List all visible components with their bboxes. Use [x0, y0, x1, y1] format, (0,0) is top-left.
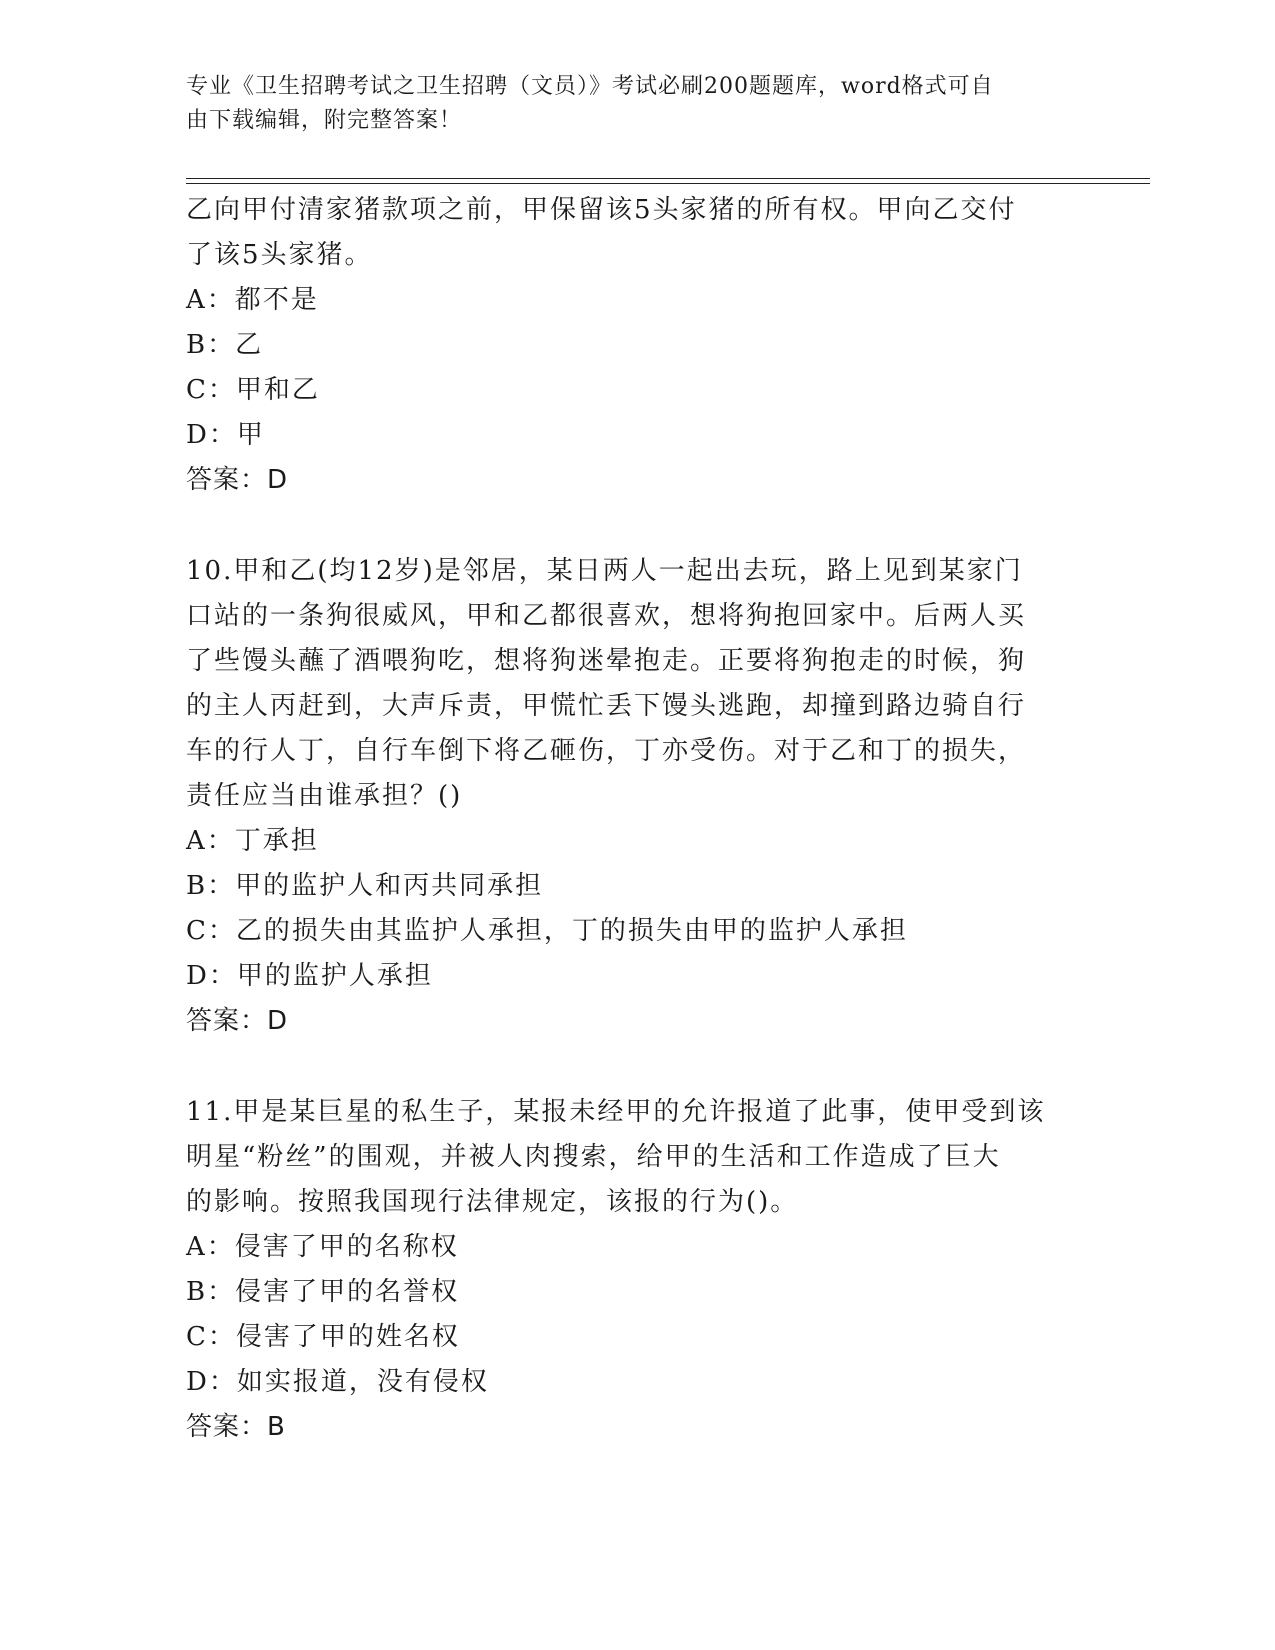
question-9 [186, 188, 1086, 503]
option-d: D：甲 [186, 420, 265, 450]
question-stem-line: 的主人丙赶到，大声斥责，甲慌忙丢下馒头逃跑，却撞到路边骑自行 [186, 691, 1027, 721]
option-b: B：侵害了甲的名誉权 [186, 1277, 460, 1307]
question-stem-line: 10.甲和乙(均12岁)是邻居，某日两人一起出去玩，路上见到某家门 [186, 556, 1023, 586]
question-stem-line: 口站的一条狗很威风，甲和乙都很喜欢，想将狗抱回家中。后两人买 [186, 601, 1027, 631]
question-stem-line: 乙向甲付清家猪款项之前，甲保留该5头家猪的所有权。甲向乙交付 [186, 195, 1017, 225]
header-line-1: 专业《卫生招聘考试之卫生招聘（文员）》考试必刷200题题库，word格式可自 [186, 74, 994, 99]
option-c: C：甲和乙 [186, 375, 320, 405]
question-10 [186, 549, 1086, 1044]
question-11 [186, 1090, 1086, 1450]
option-a: A：都不是 [186, 285, 319, 315]
question-spacer [186, 503, 1086, 549]
option-a: A：丁承担 [186, 826, 319, 856]
question-stem-line: 明星“粉丝”的围观，并被人肉搜索，给甲的生活和工作造成了巨大 [186, 1142, 1001, 1172]
question-stem-line: 了些馒头蘸了酒喂狗吃，想将狗迷晕抱走。正要将狗抱走的时候，狗 [186, 646, 1027, 676]
question-content [186, 188, 1086, 1450]
answer-line: 答案：D [186, 465, 289, 495]
question-spacer [186, 1044, 1086, 1090]
document-header [186, 70, 1086, 138]
option-d: D：甲的监护人承担 [186, 961, 433, 991]
option-c: C：乙的损失由其监护人承担，丁的损失由甲的监护人承担 [186, 916, 908, 946]
option-a: A：侵害了甲的名称权 [186, 1232, 459, 1262]
option-d: D：如实报道，没有侵权 [186, 1367, 489, 1397]
option-b: B：乙 [186, 330, 264, 360]
header-divider-top [186, 178, 1150, 179]
option-c: C：侵害了甲的姓名权 [186, 1322, 460, 1352]
question-stem-line: 11.甲是某巨星的私生子，某报未经甲的允许报道了此事，使甲受到该 [186, 1097, 1046, 1127]
option-b: B：甲的监护人和丙共同承担 [186, 871, 544, 901]
question-stem-line: 的影响。按照我国现行法律规定，该报的行为()。 [186, 1187, 799, 1217]
question-stem-line: 责任应当由谁承担？() [186, 781, 463, 811]
header-line-2: 由下载编辑，附完整答案！ [186, 108, 463, 133]
question-stem-line: 了该5头家猪。 [186, 240, 373, 270]
question-stem-line: 车的行人丁，自行车倒下将乙砸伤，丁亦受伤。对于乙和丁的损失， [186, 736, 1027, 766]
header-divider-bottom [186, 183, 1150, 184]
answer-line: 答案：B [186, 1412, 286, 1442]
answer-line: 答案：D [186, 1006, 289, 1036]
